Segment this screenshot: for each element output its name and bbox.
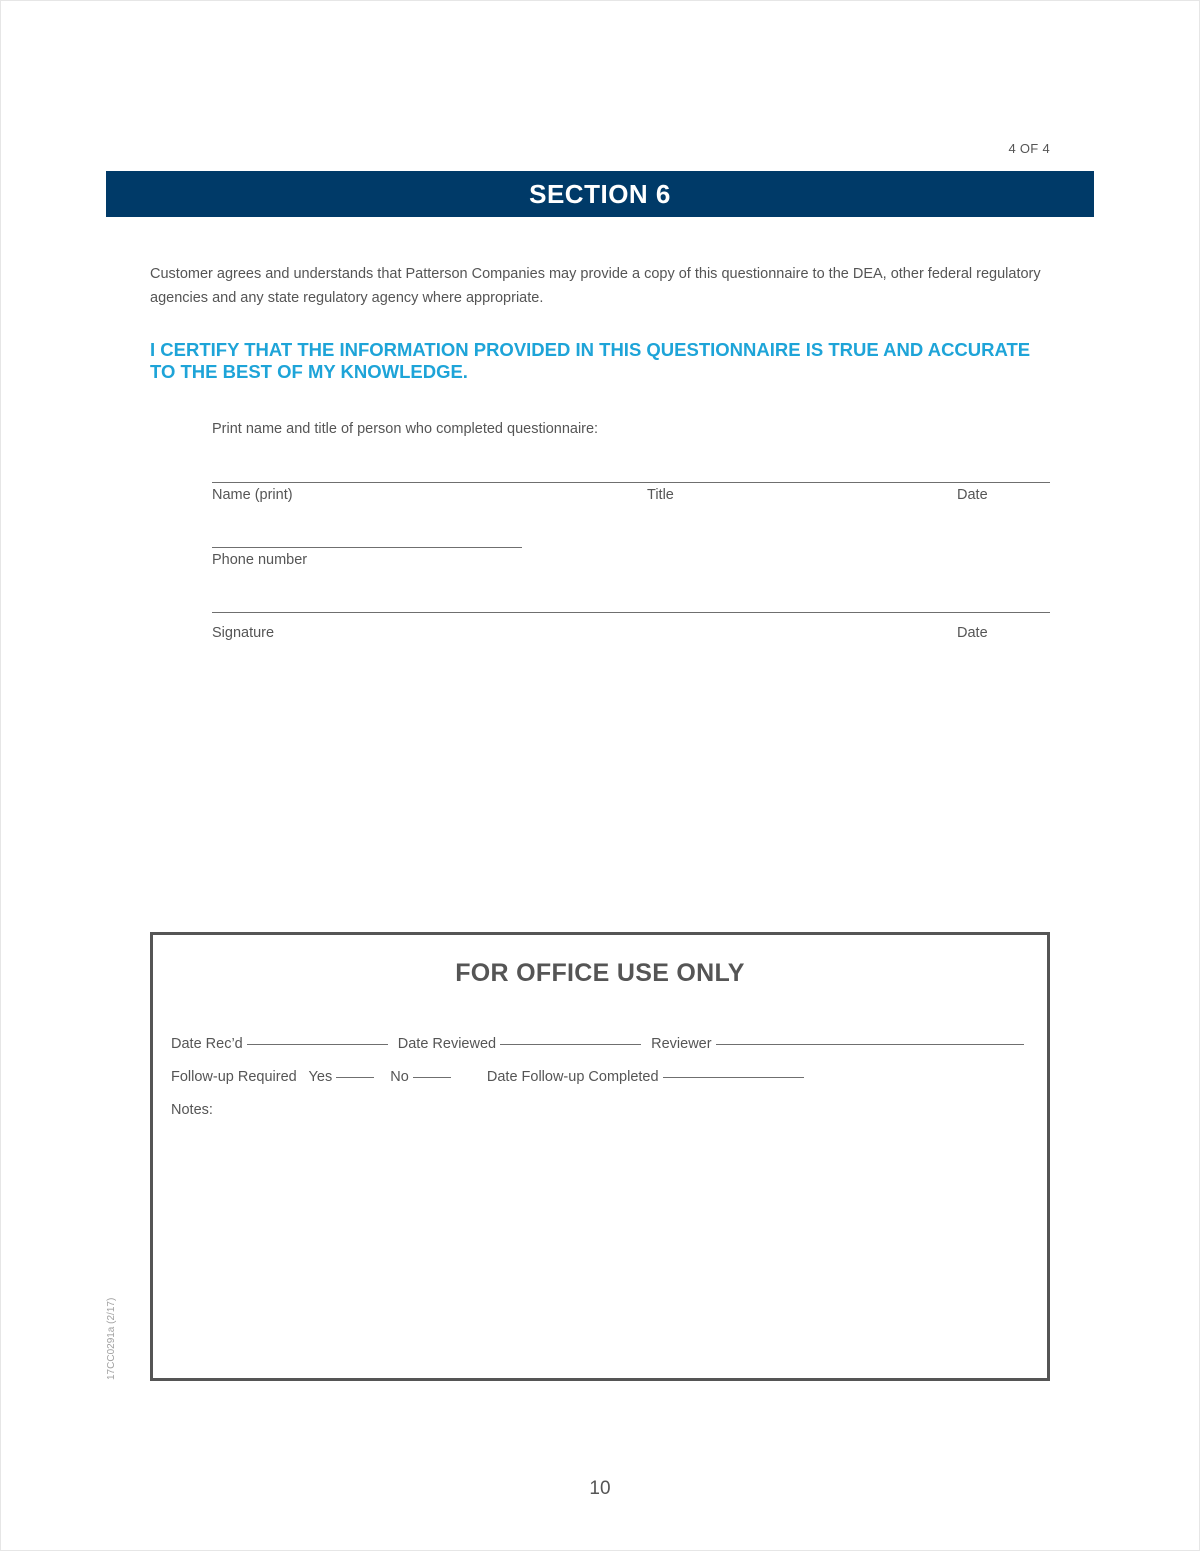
reviewer-field[interactable] — [716, 1043, 1024, 1045]
page-number: 10 — [589, 1478, 611, 1499]
office-review-row — [171, 1036, 1030, 1052]
intro-paragraph: Customer agrees and understands that Patterson Companies may provide a copy of this questionnaire to the DEA, other federal regulatory agencies and any state regulatory agency where appropriate. — [150, 266, 1041, 306]
name-title-date-line[interactable] — [212, 482, 1050, 483]
office-followup-row — [171, 1069, 810, 1085]
notes-label: Notes: — [171, 1102, 213, 1118]
followup-required-label: Follow-up Required — [171, 1069, 297, 1085]
office-use-box — [150, 932, 1050, 1381]
signature-label: Signature — [212, 625, 275, 641]
date-label: Date — [957, 487, 988, 503]
signature-date-line[interactable] — [212, 612, 1050, 613]
office-use-title: FOR OFFICE USE ONLY — [455, 959, 745, 987]
certification-statement: I CERTIFY THAT THE INFORMATION PROVIDED IN THIS QUESTIONNAIRE IS TRUE AND ACCURATE TO THE BEST OF MY KNOWLEDGE. — [150, 339, 1031, 382]
date-followup-label: Date Follow-up Completed — [486, 1069, 659, 1085]
title-label: Title — [647, 487, 674, 503]
phone-number-label: Phone number — [212, 552, 308, 568]
no-label: No — [390, 1069, 409, 1085]
phone-number-line[interactable] — [212, 547, 522, 548]
date-followup-field[interactable] — [663, 1076, 804, 1078]
section-header — [106, 171, 1094, 217]
reviewer-label: Reviewer — [651, 1036, 712, 1052]
date-recd-field[interactable] — [247, 1043, 388, 1045]
print-name-instruction: Print name and title of person who completed questionnaire: — [212, 421, 599, 437]
section-title: SECTION 6 — [529, 179, 671, 209]
form-code: 17CC0291a (2/17) — [106, 1297, 117, 1380]
page-indicator: 4 OF 4 — [1008, 141, 1050, 156]
date-recd-label: Date Rec’d — [171, 1036, 243, 1052]
yes-label: Yes — [308, 1069, 333, 1085]
date-reviewed-field[interactable] — [500, 1043, 641, 1045]
yes-field[interactable] — [336, 1076, 374, 1078]
name-print-label: Name (print) — [212, 487, 293, 503]
date-reviewed-label: Date Reviewed — [397, 1036, 497, 1052]
notes-area[interactable] — [171, 1130, 1027, 1360]
signature-date-label: Date — [957, 625, 988, 641]
no-field[interactable] — [413, 1076, 451, 1078]
